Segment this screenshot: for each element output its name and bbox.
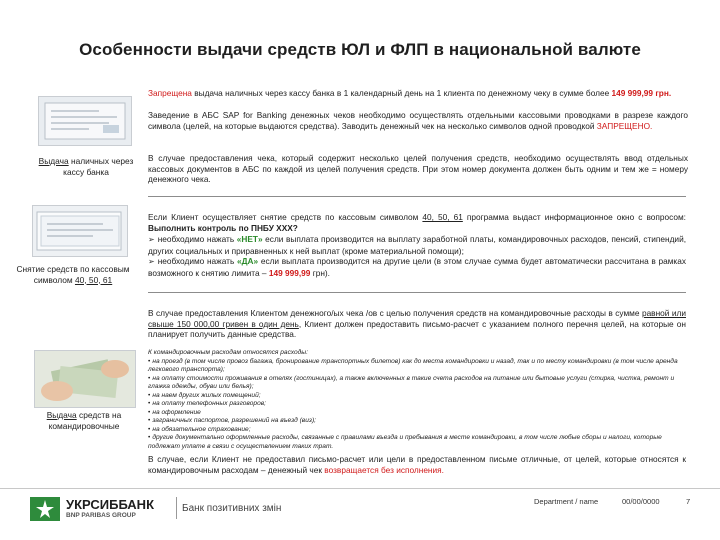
cash-caption	[28, 156, 144, 177]
symbols-bullet-no	[148, 234, 686, 256]
star-logo-icon	[30, 497, 60, 521]
travel-list-heading: К командировочным расходам относятся расходы:	[148, 349, 308, 356]
symbols-b1-rest: если выплата производится на выплату заработной платы, командировочных расходов, пенсий, стипендий, других социальных и приравненных к ней выплат (кроме материальной помощи);	[148, 234, 687, 256]
cash-limit-amount: 149 999,99 грн.	[611, 88, 672, 98]
travel-list-item: • на обязательное страхование;	[148, 426, 688, 435]
page-number: 7	[686, 497, 691, 506]
travel-list-item: • на оплату стоимости проживания в отелях (гостиницах), а также включенных в такие счета расходов на питание или бытовые услуги (стирка, чистка, ремонт и глажка одежды, обуви или белья);	[148, 375, 688, 392]
symbols-p1-question: Выполнить контроль по ПНБУ XXX?	[148, 222, 298, 233]
cash-p2-text: Заведение в АБС SAP for Banking денежных чеков необходимо осуществлять отдельными кассовыми проводками в разрезе каждого символа (целей, на которые выдаются средства). Заводить денежный чек на несколько символов одной проводкой	[148, 110, 688, 131]
divider-2	[148, 292, 686, 293]
symbols-bullet-yes	[148, 256, 686, 278]
cash-caption-underlined: Выдача	[38, 156, 69, 166]
bank-brand-sub: BNP PARIBAS GROUP	[66, 512, 136, 519]
travel-caption	[24, 410, 144, 431]
symbols-p1-codes: 40, 50, 61	[422, 212, 463, 222]
symbols-caption-text: Снятие средств по кассовым символом	[16, 264, 130, 285]
cheque-illustration	[39, 97, 131, 145]
travel-list-item: • на оплату телефонных разговоров;	[148, 400, 688, 409]
travel-p2-returned: возвращается без исполнения.	[324, 464, 444, 475]
travel-p1-pre: В случае предоставления Клиентом денежного/ых чека /ов с целью получения средств на командировочные расходы в сумме	[148, 308, 642, 318]
travel-caption-underlined: Выдача	[46, 410, 77, 420]
bank-brand-name: УКРСИББАНК	[66, 497, 155, 512]
travel-p1-rest: , Клиент должен предоставить письмо-расчет с указанием полного перечня целей, на которые он планирует получить данные средства.	[148, 318, 686, 340]
symbols-b2-amount: 149 999,99	[268, 267, 311, 278]
cash-forbidden-word: Запрещена	[148, 88, 192, 98]
cash-paragraph-1	[148, 88, 688, 99]
symbols-p1-rest: программа выдаст информационное окно с вопросом:	[462, 212, 686, 222]
travel-paragraph-2	[148, 454, 686, 475]
cash-photo	[34, 350, 136, 408]
travel-paragraph-1	[148, 308, 686, 340]
symbols-paragraph-1	[148, 212, 686, 233]
footer-divider	[0, 488, 720, 489]
symbols-b2-rest: если выплата производится на другие цели (в этом случае сумма будет автоматически рассчитана в рамках возможного к снятию лимита –	[148, 256, 687, 278]
bank-logo-mark	[30, 497, 60, 521]
cash-paragraph-2	[148, 110, 688, 131]
travel-list-item: • другие документально оформленные расходы, связанные с правилами въезда и пребывания в месте командировки, в том числе любые сборы и налоги, которые подлежат уплате в связи с осуществлением таких трат.	[148, 434, 688, 451]
cheque-image	[38, 96, 132, 146]
travel-caption-rest: средств на командировочные	[48, 410, 122, 431]
footer-department: Department / name	[534, 497, 599, 506]
travel-list	[148, 358, 688, 452]
symbols-caption	[4, 264, 142, 285]
travel-expenses-list	[148, 349, 688, 451]
cheque-stack-illustration	[33, 206, 127, 256]
page-title: Особенности выдачи средств ЮЛ и ФЛП в национальной валюте	[79, 40, 641, 59]
money-hands-illustration	[35, 351, 135, 407]
symbols-b1-pre: необходимо нажать	[157, 234, 237, 244]
footer-separator	[176, 497, 177, 519]
symbols-b2-pre: необходимо нажать	[157, 256, 237, 266]
symbols-caption-codes: 40, 50, 61	[74, 274, 113, 285]
symbols-b1-key: «НЕТ»	[236, 234, 263, 244]
symbols-b2-end: грн).	[310, 267, 330, 278]
travel-list-item: • на проезд (в том числе провоз багажа, бронирование транспортных билетов) как до места командировки и назад, так и по месту командировки (в том числе аренда легкового транспорта);	[148, 358, 688, 375]
symbols-p1-text: Если Клиент осуществляет снятие средств по кассовым символом	[148, 212, 423, 222]
cash-p2-forbidden: ЗАПРЕЩЕНО.	[596, 120, 653, 131]
arrow-bullet-icon: ➢	[148, 257, 155, 266]
divider-1	[148, 196, 686, 197]
travel-p1-threshold: равной или свыше 150 000,00 гривен в один день	[148, 308, 686, 329]
arrow-bullet-icon: ➢	[148, 235, 155, 244]
cash-p3-text: В случае предоставления чека, который содержит несколько целей получения средств, необходимо осуществлять ввод отдельных кассовых документов в АБС по каждой из целей получения средств. При этом номер документа должен быть одним и тем же = номеру денежного чека.	[148, 153, 688, 185]
bank-slogan: Банк позитивних змін	[182, 503, 282, 514]
travel-list-item: • на наем других жилых помещений;	[148, 392, 688, 401]
cheque-image-2	[32, 205, 128, 257]
footer-date: 00/00/0000	[622, 497, 660, 506]
travel-list-item: • заграничных паспортов, разрешений на въезд (виз);	[148, 417, 688, 426]
cash-p1-text: выдача наличных через кассу банка в 1 календарный день на 1 клиента по денежному чеку в сумме более	[191, 88, 612, 98]
travel-p2-pre: В случае, если Клиент не предоставил письмо-расчет или цели в предоставленном письме отличные, от целей, которые относятся к командировочным расходам – денежный чек	[148, 454, 686, 475]
symbols-b2-key: «ДА»	[236, 256, 259, 266]
travel-list-item: • на оформление	[148, 409, 688, 418]
cash-caption-rest: наличных через кассу банка	[63, 156, 134, 177]
cash-paragraph-3	[148, 153, 688, 185]
